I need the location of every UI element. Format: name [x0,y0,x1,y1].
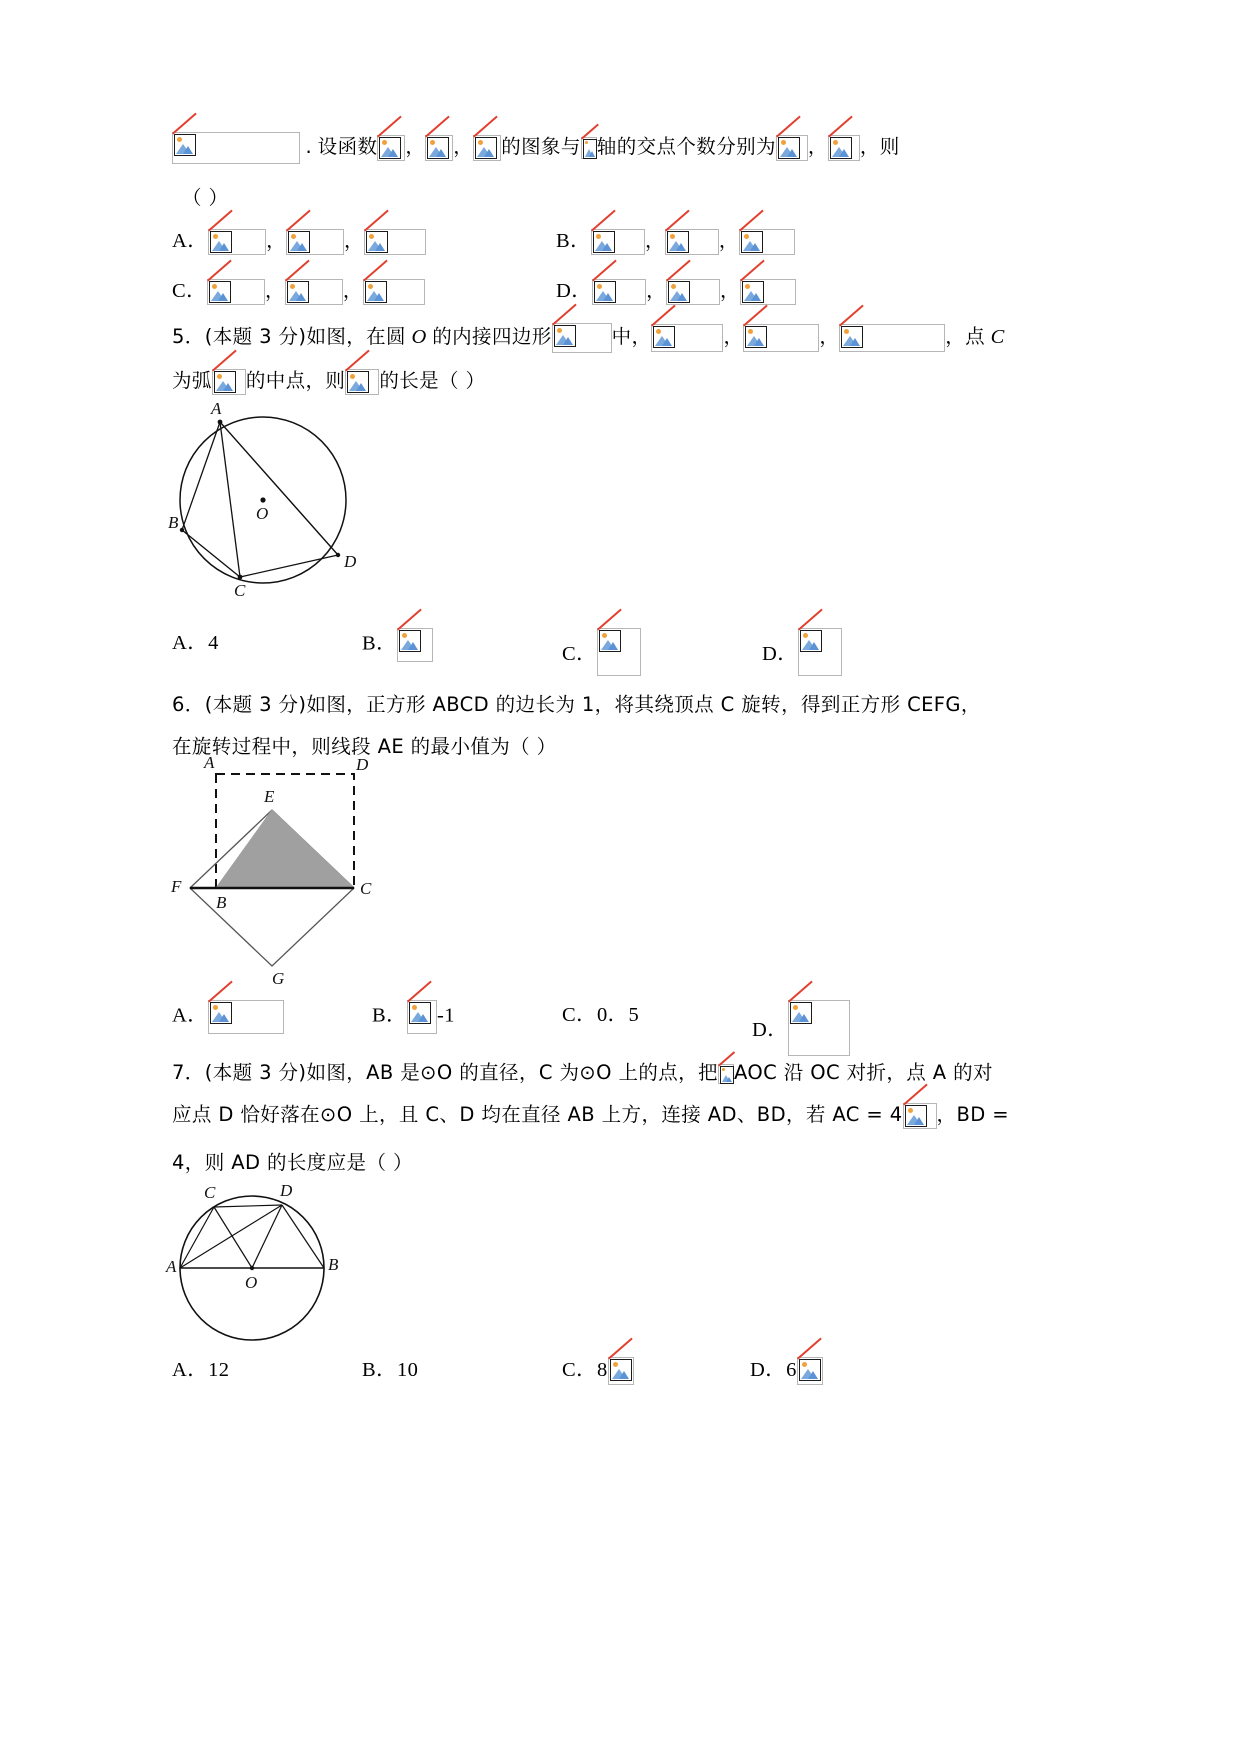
q5-option-d[interactable] [762,628,842,676]
q6-option-b[interactable] [372,1000,455,1034]
figure-label-F: F [171,877,182,896]
figure-label-O: O [256,504,269,523]
broken-image-icon [208,1000,284,1034]
q5-number: 5． [172,325,205,348]
q5-point-c: C [990,326,1005,348]
q6-option-a[interactable] [172,1000,284,1034]
figure-label-C: C [234,581,246,600]
q5-comma: ， [819,325,840,348]
option-sep: ， [718,229,739,252]
q5-line2-c: 的长是（ ） [379,369,486,392]
q4-text-3: 轴的交点个数分别为 [596,135,776,158]
broken-image-icon [788,1000,850,1056]
broken-image-icon [839,324,945,352]
option-letter: C． [172,280,207,302]
q4-comma-3: ， [807,135,828,158]
broken-image-icon [377,135,405,161]
option-value: 4 [208,632,219,654]
option-letter: B． [372,1004,407,1027]
q5-option-c[interactable] [562,628,641,676]
broken-image-icon [425,135,453,161]
broken-image-icon [581,137,597,159]
option-letter: B． [362,632,397,655]
broken-image-icon [364,229,426,255]
option-sep: ， [344,229,364,252]
q4-paren: （ ） [182,186,229,209]
q5-circle-o: O [411,326,427,348]
option-letter: C． [562,643,597,665]
q7-stem-line2 [172,1100,1009,1130]
q7-number: 7． [172,1061,205,1084]
option-letter: B． [362,1359,397,1381]
broken-image-icon [552,323,612,353]
q4-text-2: 的图象与 [501,135,581,158]
broken-image-icon [212,369,246,395]
option-letter: A． [172,1359,209,1381]
option-value: 12 [208,1359,230,1381]
q5-stem-d: ，点 [945,325,986,348]
option-letter: D． [752,1019,789,1041]
figure-label-D: D [356,755,369,774]
option-sep: ， [266,229,287,252]
broken-image-icon [207,279,265,305]
q5-stem-line2 [172,366,485,396]
figure-label-B: B [168,513,179,532]
figure-label-O: O [245,1273,258,1292]
q7-line1-a: 如图，AB 是⊙O 的直径，C 为⊙O 上的点，把 [306,1061,718,1084]
q6-option-c[interactable] [562,1000,639,1030]
broken-image-icon [651,324,723,352]
q7-stem-line3 [172,1148,413,1178]
broken-image-icon [666,279,720,305]
option-sep: ， [264,279,285,302]
figure-label-B: B [328,1255,339,1274]
broken-image-icon [743,324,819,352]
broken-image-icon [597,628,641,676]
option-letter: B． [556,230,591,252]
option-value: -1 [436,1004,455,1027]
q4-option-a[interactable] [172,226,426,256]
figure-label-C: C [360,879,372,898]
q7-line2-a: 应点 D 恰好落在⊙O 上，且 C、D 均在直径 AB 上方，连接 AD、BD，若 AC = 4 [172,1103,903,1126]
broken-image-icon [172,132,300,164]
broken-image-icon [592,279,646,305]
q6-figure [168,753,398,988]
q7-option-c[interactable] [562,1355,634,1385]
figure-label-E: E [264,787,275,806]
q6-line1: 如图，正方形 ABCD 的边长为 1，将其绕顶点 C 旋转，得到正方形 CEFG， [306,693,981,716]
broken-image-icon [740,279,796,305]
q4-text-4: ，则 [859,135,900,158]
q5-line2-a: 为弧 [172,369,212,392]
figure-label-A: A [204,753,215,772]
option-letter: D． [762,643,799,665]
broken-image-icon [797,1357,823,1385]
q7-line2-b: ，BD = [936,1103,1009,1126]
broken-image-icon [591,229,645,255]
q6-number: 6． [172,693,205,716]
q4-sep: . [305,135,313,158]
figure-label-D: D [344,552,357,571]
option-sep: ， [720,279,740,302]
q4-option-c[interactable] [172,276,425,306]
broken-image-icon [345,369,379,395]
q7-line1-b: AOC 沿 OC 对折，点 A 的对 [733,1061,993,1084]
option-value: 0．5 [596,1004,640,1026]
broken-image-icon [363,279,425,305]
broken-image-icon [798,628,842,676]
option-letter: A． [172,1004,209,1027]
q7-line3: 4，则 AD 的长度应是（ ） [172,1151,413,1174]
q7-option-a[interactable] [172,1355,229,1385]
broken-image-icon [608,1357,634,1385]
q4-tail-line [172,132,900,164]
option-sep: ， [342,279,363,302]
q4-option-b[interactable] [556,226,795,256]
q5-comma: ， [723,325,744,348]
q5-option-a[interactable] [172,628,219,658]
option-value: 6 [786,1359,797,1381]
q4-option-d[interactable] [556,276,796,306]
q6-option-d[interactable] [752,1000,850,1056]
figure-label-G: G [272,969,285,988]
broken-image-icon [776,135,808,161]
q7-option-b[interactable] [362,1355,418,1385]
q5-figure [168,400,378,600]
option-value: 10 [396,1359,419,1381]
figure-label-B: B [216,893,227,912]
option-sep: ， [644,229,665,252]
figure-label-A: A [166,1257,177,1276]
option-letter: C． [562,1004,597,1026]
figure-label-C: C [204,1183,216,1202]
q5-stem-line1 [172,322,1005,353]
option-letter: D． [556,280,593,302]
broken-image-icon [828,135,860,161]
q7-score: (本题 3 分) [204,1061,307,1084]
option-letter: D． [750,1359,787,1381]
option-letter: A． [172,632,209,654]
q6-line2: 在旋转过程中，则线段 AE 的最小值为（ ） [172,735,557,758]
q4-comma-2: ， [453,135,474,158]
q5-line2-b: 的中点，则 [245,369,346,392]
option-letter: C． [562,1359,597,1381]
q7-figure [166,1180,352,1355]
broken-image-icon [718,1064,734,1084]
q5-stem-c: 中， [611,325,652,348]
q5-option-b[interactable] [362,628,433,662]
q7-option-d[interactable] [750,1355,823,1385]
broken-image-icon [397,628,433,662]
q5-score: (本题 3 分) [204,325,307,348]
option-letter: A． [172,230,209,252]
broken-image-icon [473,135,501,161]
q4-text-1: 设函数 [317,135,378,158]
broken-image-icon [903,1103,937,1129]
q7-stem-line1 [172,1058,993,1088]
option-value: 8 [596,1359,608,1381]
figure-label-A: A [211,399,222,418]
q6-score: (本题 3 分) [204,693,307,716]
broken-image-icon [285,279,343,305]
option-sep: ， [646,279,667,302]
q4-comma-1: ， [405,135,426,158]
broken-image-icon [286,229,344,255]
q6-stem-line1 [172,690,981,720]
broken-image-icon [208,229,266,255]
broken-image-icon [407,1000,437,1034]
q5-stem-b: 的内接四边形 [432,325,552,348]
figure-label-D: D [280,1181,293,1200]
broken-image-icon [665,229,719,255]
q5-stem-a: 如图，在圆 [306,325,406,348]
broken-image-icon [739,229,795,255]
